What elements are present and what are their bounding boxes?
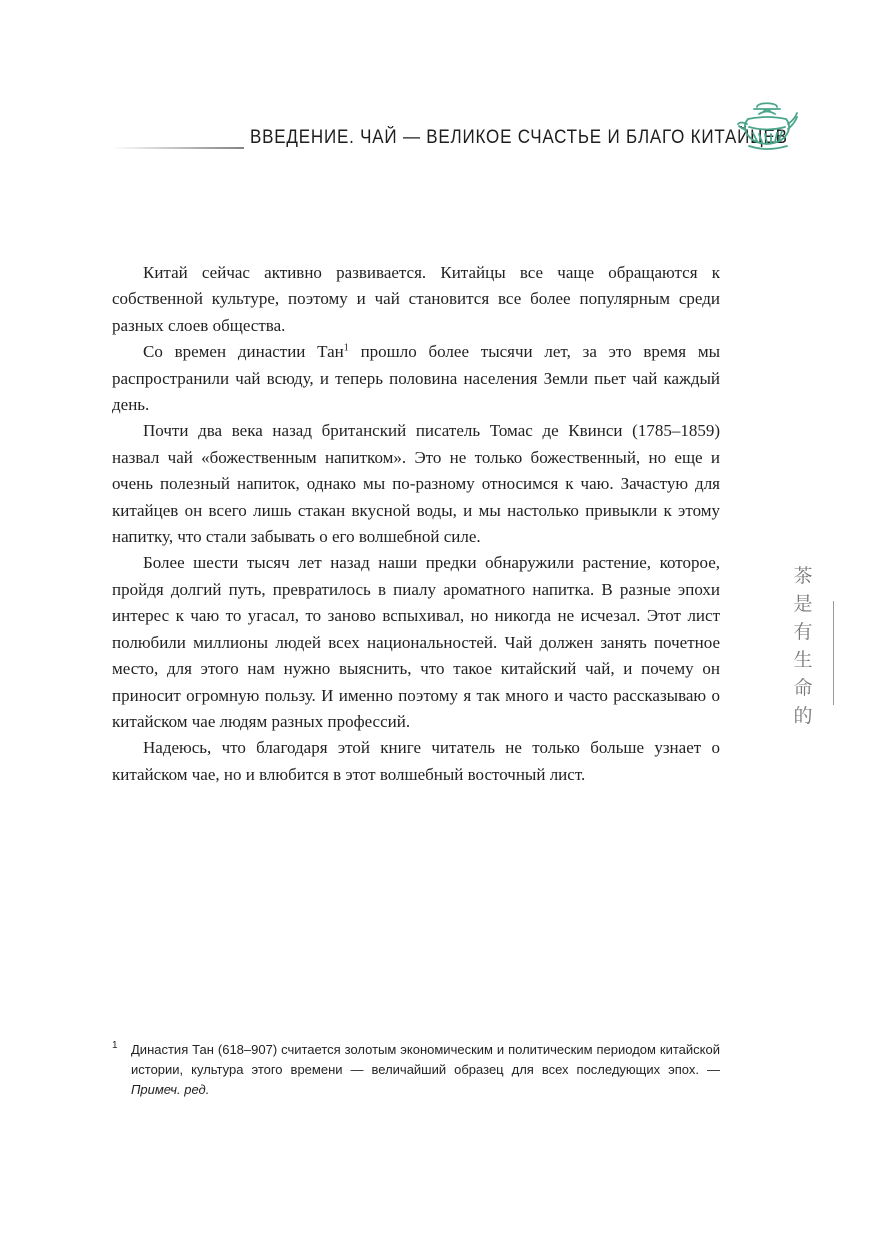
paragraph: Китай сейчас активно развивается. Китайцы все чаще обращаются к собственной культуре, поэтому и чай становится все более популярным среди разных слоев общества. <box>112 263 720 335</box>
footnote-text: Династия Тан (618–907) считается золотым экономическим и политическим периодом китайской истории, культура этого времени — величайший образец для всех последующих эпох. — Примеч. ред. <box>131 1042 720 1097</box>
editor-note: Примеч. ред. <box>131 1082 210 1097</box>
main-text <box>112 260 720 788</box>
header-rule <box>112 147 244 149</box>
chinese-char: 茶 <box>793 565 813 587</box>
teapot-icon <box>735 97 799 157</box>
vertical-chinese-text <box>788 562 818 730</box>
paragraph: Со времен династии Тан$^1$ прошло более тысячи лет, за это время мы распространили чай всюду, и теперь половина населения Земли пьет чай каждый день. <box>112 342 720 415</box>
footnote <box>112 1040 720 1100</box>
paragraph: Надеюсь, что благодаря этой книге читатель не только больше узнает о китайском чае, но и влюбится в этот волшебный восточный лист. <box>112 738 720 784</box>
footnote-mark: 1 <box>112 1040 118 1051</box>
paragraph: Более шести тысяч лет назад наши предки обнаружили растение, которое, пройдя долгий путь, превратилось в пиалу ароматного напитка. В разные эпохи интерес к чаю то угасал, то заново вспыхивал, но никогда не исчезал. Этот лист полюбили миллионы людей всех национальностей. Чай должен занять почетное место, для этого нам нужно выяснить, что такое китайский чай, и почему он приносит огромную пользу. И именно поэтому я так много и часто рассказываю о китайском чае людям разных профессий. <box>112 553 720 731</box>
chinese-char: 命 <box>793 677 813 699</box>
running-header <box>0 0 875 180</box>
chinese-char: 是 <box>793 593 813 615</box>
paragraph: Почти два века назад британский писатель Томас де Квинси (1785–1859) назвал чай «божественным напитком». Это не только божественный, но еще и очень полезный напиток, однако мы по-разному относимся к чаю. Зачастую для китайцев он всего лишь стакан вкусной воды, и мы настолько привыкли к этому напитку, что стали забывать о его волшебной силе. <box>112 421 720 547</box>
chinese-char: 生 <box>793 649 813 671</box>
chinese-char: 有 <box>793 621 813 643</box>
chapter-title: ВВЕДЕНИЕ. ЧАЙ — ВЕЛИКОЕ СЧАСТЬЕ И БЛАГО КИТАЙЦЕВ <box>250 126 788 148</box>
chinese-char: 的 <box>793 705 813 727</box>
footnote-reference[interactable]: 1 <box>343 342 349 354</box>
side-rule <box>833 601 834 705</box>
